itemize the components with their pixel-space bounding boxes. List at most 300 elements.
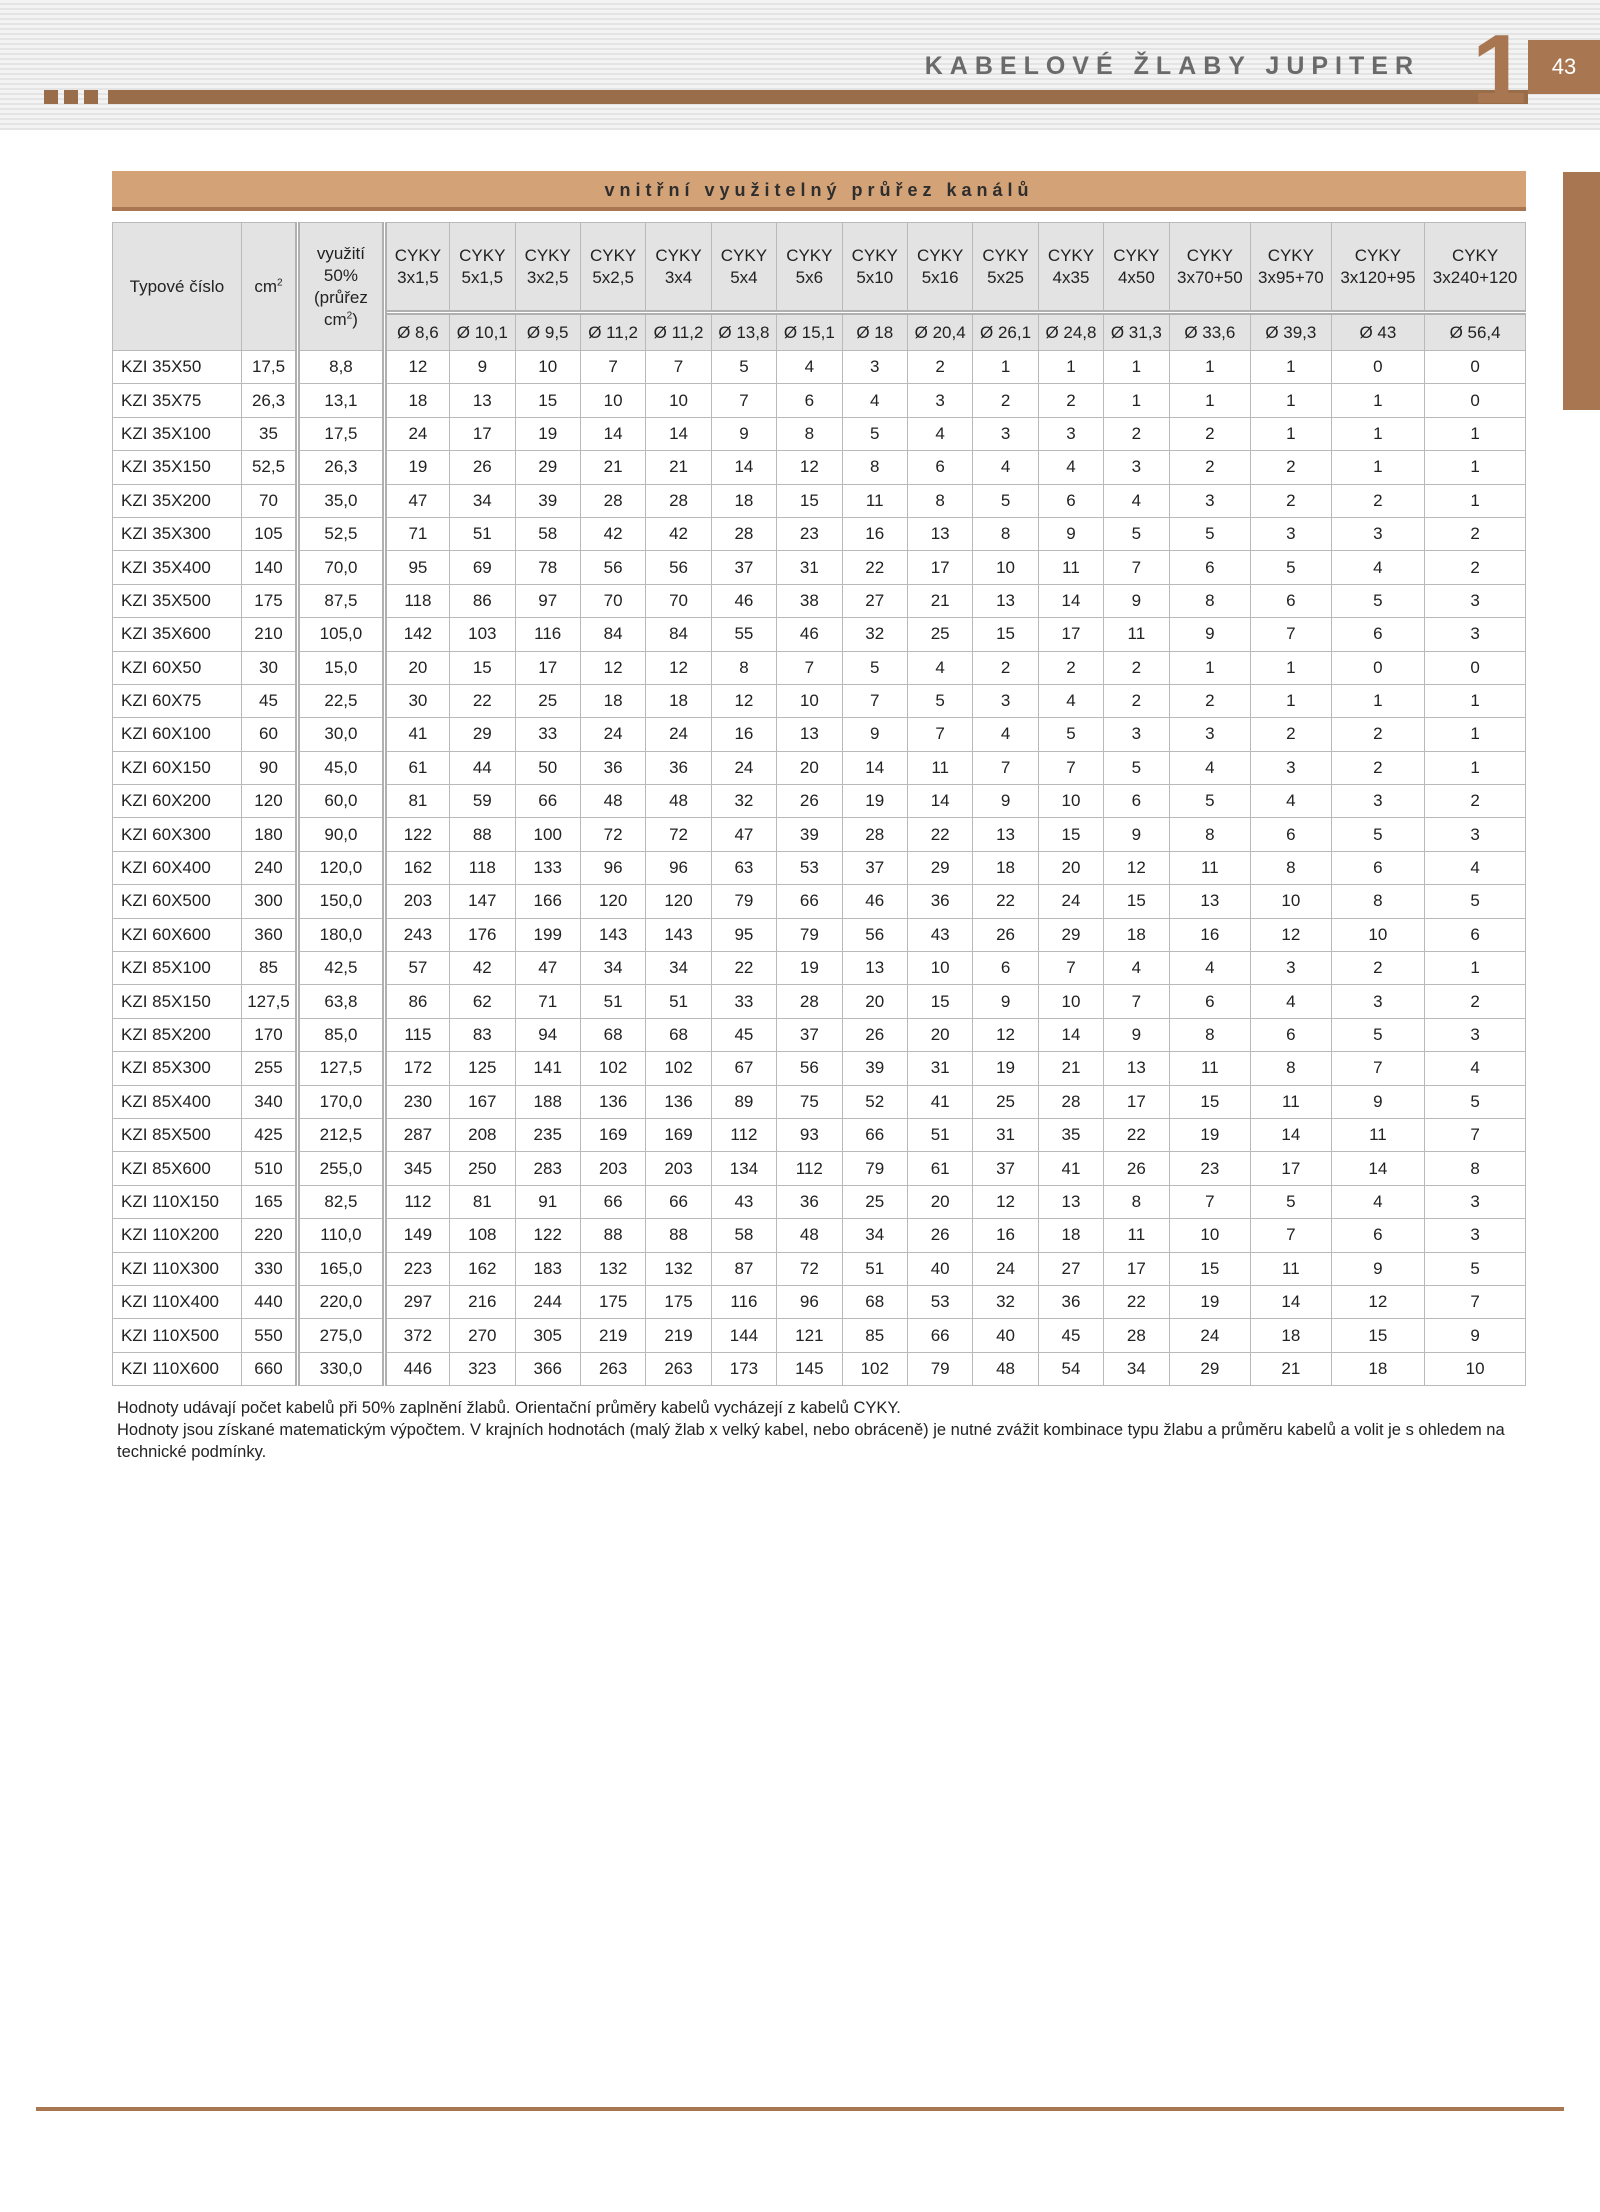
cell-count: 122 xyxy=(515,1219,580,1252)
table-row xyxy=(113,351,1526,384)
table-row xyxy=(113,684,1526,717)
cell-count: 2 xyxy=(973,384,1038,417)
cell-count: 71 xyxy=(515,985,580,1018)
cell-count: 2 xyxy=(973,651,1038,684)
head-cable-diameter: Ø 56,4 xyxy=(1425,313,1526,351)
cell-usage: 15,0 xyxy=(298,651,385,684)
cell-count: 5 xyxy=(1104,751,1169,784)
cell-count: 24 xyxy=(711,751,776,784)
cell-count: 169 xyxy=(646,1118,711,1151)
cell-count: 44 xyxy=(450,751,515,784)
cell-count: 7 xyxy=(1038,952,1103,985)
cell-count: 59 xyxy=(450,785,515,818)
cell-type: KZI 35X75 xyxy=(113,384,242,417)
cell-count: 55 xyxy=(711,618,776,651)
cell-count: 345 xyxy=(384,1152,449,1185)
cell-count: 11 xyxy=(1331,1118,1425,1151)
cell-count: 39 xyxy=(777,818,842,851)
cell-count: 4 xyxy=(1331,551,1425,584)
cell-count: 15 xyxy=(1169,1085,1251,1118)
cell-count: 143 xyxy=(580,918,645,951)
cell-count: 167 xyxy=(450,1085,515,1118)
cell-count: 48 xyxy=(777,1219,842,1252)
cell-count: 5 xyxy=(1104,517,1169,550)
cell-count: 34 xyxy=(580,952,645,985)
cell-count: 7 xyxy=(842,684,907,717)
cell-count: 203 xyxy=(384,885,449,918)
cell-count: 2 xyxy=(1169,684,1251,717)
cell-count: 9 xyxy=(1104,1018,1169,1051)
cell-count: 5 xyxy=(1169,517,1251,550)
head-cable: CYKY 5x2,5 xyxy=(580,223,645,313)
cell-count: 13 xyxy=(973,818,1038,851)
cell-count: 2 xyxy=(1104,684,1169,717)
cell-count: 4 xyxy=(1104,484,1169,517)
head-area-unit: cm xyxy=(254,276,278,296)
cell-count: 5 xyxy=(1038,718,1103,751)
cell-count: 53 xyxy=(907,1285,972,1318)
cell-count: 18 xyxy=(384,384,449,417)
cell-count: 1 xyxy=(1425,952,1526,985)
cell-count: 11 xyxy=(842,484,907,517)
cell-count: 147 xyxy=(450,885,515,918)
cell-count: 7 xyxy=(1425,1285,1526,1318)
cell-usage: 255,0 xyxy=(298,1152,385,1185)
head-cable: CYKY 3x1,5 xyxy=(384,223,449,313)
cell-type: KZI 35X150 xyxy=(113,451,242,484)
cell-count: 20 xyxy=(907,1018,972,1051)
cell-count: 84 xyxy=(580,618,645,651)
cell-count: 46 xyxy=(777,618,842,651)
cell-count: 2 xyxy=(1331,751,1425,784)
cell-usage: 85,0 xyxy=(298,1018,385,1051)
cell-count: 3 xyxy=(1425,584,1526,617)
cell-count: 22 xyxy=(1104,1285,1169,1318)
cell-count: 47 xyxy=(384,484,449,517)
cell-count: 141 xyxy=(515,1052,580,1085)
cell-count: 10 xyxy=(1169,1219,1251,1252)
cell-count: 4 xyxy=(842,384,907,417)
cell-count: 203 xyxy=(580,1152,645,1185)
cell-count: 94 xyxy=(515,1018,580,1051)
cell-count: 20 xyxy=(777,751,842,784)
cell-count: 14 xyxy=(1038,1018,1103,1051)
cell-count: 7 xyxy=(580,351,645,384)
cell-count: 4 xyxy=(1104,952,1169,985)
cell-count: 14 xyxy=(646,417,711,450)
cell-count: 79 xyxy=(842,1152,907,1185)
cell-count: 203 xyxy=(646,1152,711,1185)
cell-count: 45 xyxy=(1038,1319,1103,1352)
cell-count: 15 xyxy=(1038,818,1103,851)
cell-count: 9 xyxy=(1169,618,1251,651)
cell-count: 169 xyxy=(580,1118,645,1151)
cell-count: 18 xyxy=(1104,918,1169,951)
cell-count: 81 xyxy=(384,785,449,818)
cell-count: 244 xyxy=(515,1285,580,1318)
cell-count: 26 xyxy=(1104,1152,1169,1185)
cell-count: 37 xyxy=(842,851,907,884)
cell-count: 86 xyxy=(450,584,515,617)
cell-count: 3 xyxy=(1425,618,1526,651)
table-row xyxy=(113,451,1526,484)
cell-count: 7 xyxy=(973,751,1038,784)
cell-count: 10 xyxy=(1038,985,1103,1018)
cell-count: 14 xyxy=(1251,1285,1332,1318)
cell-count: 22 xyxy=(711,952,776,985)
cell-count: 1 xyxy=(1331,384,1425,417)
cell-count: 46 xyxy=(711,584,776,617)
table-row xyxy=(113,1219,1526,1252)
cell-usage: 180,0 xyxy=(298,918,385,951)
cell-count: 5 xyxy=(907,684,972,717)
cell-count: 18 xyxy=(646,684,711,717)
cell-count: 6 xyxy=(1251,1018,1332,1051)
cell-count: 75 xyxy=(777,1085,842,1118)
cell-count: 29 xyxy=(907,851,972,884)
cell-count: 96 xyxy=(646,851,711,884)
cell-count: 9 xyxy=(1104,818,1169,851)
cell-count: 17 xyxy=(1251,1152,1332,1185)
cell-count: 5 xyxy=(1331,818,1425,851)
cell-usage: 170,0 xyxy=(298,1085,385,1118)
cell-count: 11 xyxy=(1038,551,1103,584)
cell-type: KZI 60X400 xyxy=(113,851,242,884)
cell-count: 1 xyxy=(1425,417,1526,450)
cell-count: 26 xyxy=(777,785,842,818)
cell-usage: 17,5 xyxy=(298,417,385,450)
cell-count: 38 xyxy=(777,584,842,617)
cell-usage: 8,8 xyxy=(298,351,385,384)
cell-count: 48 xyxy=(580,785,645,818)
cell-count: 12 xyxy=(1104,851,1169,884)
cell-count: 42 xyxy=(450,952,515,985)
cell-count: 208 xyxy=(450,1118,515,1151)
cell-count: 32 xyxy=(711,785,776,818)
cell-count: 34 xyxy=(646,952,711,985)
head-cable: CYKY 5x10 xyxy=(842,223,907,313)
cell-count: 250 xyxy=(450,1152,515,1185)
cell-count: 7 xyxy=(1251,1219,1332,1252)
cell-area: 35 xyxy=(241,417,297,450)
cell-count: 14 xyxy=(580,417,645,450)
cell-count: 6 xyxy=(1331,851,1425,884)
cell-count: 7 xyxy=(1251,618,1332,651)
cell-count: 3 xyxy=(1169,718,1251,751)
cell-count: 1 xyxy=(1425,684,1526,717)
cell-count: 85 xyxy=(842,1319,907,1352)
cell-count: 243 xyxy=(384,918,449,951)
cell-count: 134 xyxy=(711,1152,776,1185)
cell-count: 4 xyxy=(1251,785,1332,818)
cell-count: 9 xyxy=(973,785,1038,818)
cell-area: 127,5 xyxy=(241,985,297,1018)
cell-usage: 105,0 xyxy=(298,618,385,651)
cell-count: 132 xyxy=(580,1252,645,1285)
head-cable-diameter: Ø 31,3 xyxy=(1104,313,1169,351)
cell-count: 3 xyxy=(973,684,1038,717)
note-line: Hodnoty jsou získané matematickým výpočtem. V krajních hodnotách (malý žlab x velký kabel, nebo obráceně) je nutné zvážit kombinace typu žlabu a průměru kabelů a volit je s ohledem na technické podmínky. xyxy=(117,1421,1505,1461)
cell-count: 8 xyxy=(1251,851,1332,884)
cell-count: 1 xyxy=(1331,417,1425,450)
cell-count: 149 xyxy=(384,1219,449,1252)
cell-count: 36 xyxy=(777,1185,842,1218)
cell-count: 120 xyxy=(646,885,711,918)
cell-count: 13 xyxy=(1038,1185,1103,1218)
cell-count: 36 xyxy=(907,885,972,918)
cell-count: 166 xyxy=(515,885,580,918)
cell-area: 45 xyxy=(241,684,297,717)
cell-count: 5 xyxy=(1425,885,1526,918)
cell-count: 446 xyxy=(384,1352,449,1385)
cell-usage: 63,8 xyxy=(298,985,385,1018)
cell-count: 24 xyxy=(1169,1319,1251,1352)
cell-count: 28 xyxy=(777,985,842,1018)
cell-count: 13 xyxy=(1169,885,1251,918)
cell-area: 360 xyxy=(241,918,297,951)
cell-count: 3 xyxy=(1104,718,1169,751)
cell-count: 7 xyxy=(907,718,972,751)
head-cable: CYKY 3x2,5 xyxy=(515,223,580,313)
cell-type: KZI 60X150 xyxy=(113,751,242,784)
head-cable-diameter: Ø 20,4 xyxy=(907,313,972,351)
cell-count: 17 xyxy=(1104,1085,1169,1118)
cell-count: 51 xyxy=(580,985,645,1018)
head-cable: CYKY 4x35 xyxy=(1038,223,1103,313)
cell-count: 21 xyxy=(646,451,711,484)
cell-count: 34 xyxy=(842,1219,907,1252)
cell-type: KZI 60X500 xyxy=(113,885,242,918)
cell-count: 68 xyxy=(646,1018,711,1051)
cell-area: 210 xyxy=(241,618,297,651)
cell-count: 23 xyxy=(777,517,842,550)
cell-count: 61 xyxy=(384,751,449,784)
cell-count: 1 xyxy=(1331,684,1425,717)
cell-count: 11 xyxy=(907,751,972,784)
cell-count: 263 xyxy=(580,1352,645,1385)
cell-count: 41 xyxy=(384,718,449,751)
cell-count: 5 xyxy=(842,417,907,450)
cell-count: 54 xyxy=(1038,1352,1103,1385)
cell-count: 70 xyxy=(580,584,645,617)
cell-count: 56 xyxy=(777,1052,842,1085)
cell-count: 11 xyxy=(1169,1052,1251,1085)
cell-count: 24 xyxy=(580,718,645,751)
cell-count: 88 xyxy=(580,1219,645,1252)
cell-count: 25 xyxy=(973,1085,1038,1118)
head-cable-diameter: Ø 11,2 xyxy=(646,313,711,351)
cell-count: 16 xyxy=(1169,918,1251,951)
cell-usage: 87,5 xyxy=(298,584,385,617)
cell-area: 17,5 xyxy=(241,351,297,384)
cell-count: 0 xyxy=(1425,351,1526,384)
cell-count: 18 xyxy=(1331,1352,1425,1385)
cell-count: 32 xyxy=(842,618,907,651)
cell-count: 47 xyxy=(711,818,776,851)
cell-count: 21 xyxy=(1038,1052,1103,1085)
cell-usage: 26,3 xyxy=(298,451,385,484)
cell-count: 72 xyxy=(777,1252,842,1285)
cell-count: 3 xyxy=(1331,785,1425,818)
cell-type: KZI 85X300 xyxy=(113,1052,242,1085)
cell-count: 18 xyxy=(1251,1319,1332,1352)
cell-count: 12 xyxy=(384,351,449,384)
cell-count: 10 xyxy=(1331,918,1425,951)
header-title: KABELOVÉ ŽLABY JUPITER xyxy=(924,52,1420,80)
cell-count: 3 xyxy=(1104,451,1169,484)
cell-count: 112 xyxy=(711,1118,776,1151)
cell-count: 12 xyxy=(1251,918,1332,951)
cell-count: 24 xyxy=(973,1252,1038,1285)
cell-count: 4 xyxy=(973,718,1038,751)
cell-count: 15 xyxy=(777,484,842,517)
cell-count: 91 xyxy=(515,1185,580,1218)
cell-count: 42 xyxy=(646,517,711,550)
head-cable: CYKY 5x25 xyxy=(973,223,1038,313)
cell-count: 10 xyxy=(1425,1352,1526,1385)
cell-type: KZI 60X200 xyxy=(113,785,242,818)
cell-count: 270 xyxy=(450,1319,515,1352)
cell-count: 199 xyxy=(515,918,580,951)
cell-count: 25 xyxy=(515,684,580,717)
cell-count: 28 xyxy=(1104,1319,1169,1352)
cell-area: 340 xyxy=(241,1085,297,1118)
cell-count: 1 xyxy=(1425,451,1526,484)
cell-count: 36 xyxy=(1038,1285,1103,1318)
cell-count: 19 xyxy=(973,1052,1038,1085)
cell-count: 3 xyxy=(973,417,1038,450)
cell-count: 3 xyxy=(1251,517,1332,550)
cell-count: 22 xyxy=(450,684,515,717)
cell-count: 14 xyxy=(907,785,972,818)
cell-count: 20 xyxy=(842,985,907,1018)
cell-count: 5 xyxy=(1331,584,1425,617)
cell-count: 7 xyxy=(777,651,842,684)
cell-count: 2 xyxy=(1331,952,1425,985)
cell-area: 90 xyxy=(241,751,297,784)
cell-count: 39 xyxy=(515,484,580,517)
cell-count: 102 xyxy=(842,1352,907,1385)
cell-count: 30 xyxy=(384,684,449,717)
cell-count: 17 xyxy=(1038,618,1103,651)
cell-count: 10 xyxy=(1038,785,1103,818)
cell-count: 89 xyxy=(711,1085,776,1118)
cell-count: 37 xyxy=(711,551,776,584)
cell-count: 26 xyxy=(450,451,515,484)
cell-count: 12 xyxy=(646,651,711,684)
cell-type: KZI 110X200 xyxy=(113,1219,242,1252)
cell-usage: 120,0 xyxy=(298,851,385,884)
cell-count: 9 xyxy=(1425,1319,1526,1352)
cell-count: 19 xyxy=(1169,1118,1251,1151)
cell-count: 10 xyxy=(646,384,711,417)
cell-area: 510 xyxy=(241,1152,297,1185)
table-row xyxy=(113,985,1526,1018)
cell-type: KZI 85X400 xyxy=(113,1085,242,1118)
head-area-sup: 2 xyxy=(277,276,283,288)
cell-count: 219 xyxy=(646,1319,711,1352)
cell-count: 12 xyxy=(1331,1285,1425,1318)
cell-count: 21 xyxy=(1251,1352,1332,1385)
cell-count: 216 xyxy=(450,1285,515,1318)
cell-count: 47 xyxy=(515,952,580,985)
cell-count: 6 xyxy=(777,384,842,417)
cell-count: 9 xyxy=(973,985,1038,1018)
cell-count: 27 xyxy=(1038,1252,1103,1285)
cell-type: KZI 110X300 xyxy=(113,1252,242,1285)
cell-count: 9 xyxy=(450,351,515,384)
cell-type: KZI 35X400 xyxy=(113,551,242,584)
cell-count: 51 xyxy=(646,985,711,1018)
table-row xyxy=(113,1185,1526,1218)
cell-count: 263 xyxy=(646,1352,711,1385)
cell-count: 2 xyxy=(907,351,972,384)
cell-count: 14 xyxy=(842,751,907,784)
cell-count: 37 xyxy=(973,1152,1038,1185)
header-bar xyxy=(108,90,1528,104)
table-notes xyxy=(117,1397,1527,1463)
cell-count: 42 xyxy=(580,517,645,550)
cell-count: 8 xyxy=(842,451,907,484)
table-row xyxy=(113,1052,1526,1085)
head-cable: CYKY 3x120+95 xyxy=(1331,223,1425,313)
cell-count: 39 xyxy=(842,1052,907,1085)
cell-count: 143 xyxy=(646,918,711,951)
cell-count: 11 xyxy=(1251,1085,1332,1118)
head-cable-diameter: Ø 9,5 xyxy=(515,313,580,351)
cell-count: 13 xyxy=(973,584,1038,617)
cell-count: 79 xyxy=(777,918,842,951)
cell-usage: 127,5 xyxy=(298,1052,385,1085)
head-cable-diameter: Ø 18 xyxy=(842,313,907,351)
head-usage-sup: 2 xyxy=(346,309,353,321)
cell-count: 188 xyxy=(515,1085,580,1118)
cell-count: 13 xyxy=(450,384,515,417)
header-square xyxy=(64,90,78,104)
cell-count: 6 xyxy=(1251,818,1332,851)
cell-count: 13 xyxy=(777,718,842,751)
cell-count: 136 xyxy=(646,1085,711,1118)
cell-count: 3 xyxy=(1425,1185,1526,1218)
table-row xyxy=(113,1352,1526,1385)
cell-count: 56 xyxy=(580,551,645,584)
cell-count: 70 xyxy=(646,584,711,617)
cell-area: 300 xyxy=(241,885,297,918)
table-row xyxy=(113,484,1526,517)
cell-count: 4 xyxy=(777,351,842,384)
cell-count: 12 xyxy=(973,1185,1038,1218)
cell-count: 78 xyxy=(515,551,580,584)
cell-count: 1 xyxy=(973,351,1038,384)
cell-count: 0 xyxy=(1331,651,1425,684)
footer-line xyxy=(36,2107,1564,2111)
chapter-number: 1 xyxy=(1472,14,1527,124)
cell-count: 10 xyxy=(515,351,580,384)
head-cable: CYKY 3x95+70 xyxy=(1251,223,1332,313)
cell-count: 14 xyxy=(1038,584,1103,617)
cell-count: 88 xyxy=(646,1219,711,1252)
cell-count: 9 xyxy=(842,718,907,751)
cell-count: 17 xyxy=(515,651,580,684)
table-row xyxy=(113,885,1526,918)
cell-count: 16 xyxy=(711,718,776,751)
cell-count: 21 xyxy=(907,584,972,617)
cell-count: 16 xyxy=(973,1219,1038,1252)
note-line: Hodnoty udávají počet kabelů při 50% zaplnění žlabů. Orientační průměry kabelů vycházejí z kabelů CYKY. xyxy=(117,1399,901,1417)
cell-count: 6 xyxy=(907,451,972,484)
cell-count: 8 xyxy=(1251,1052,1332,1085)
cell-count: 172 xyxy=(384,1052,449,1085)
